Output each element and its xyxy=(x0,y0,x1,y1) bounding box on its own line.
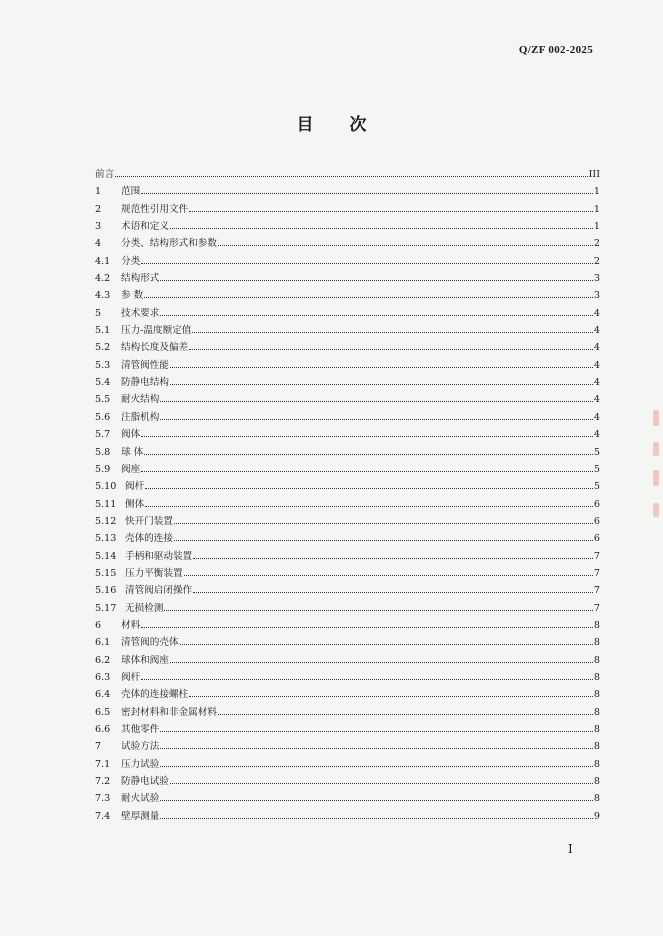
toc-entry-page: 1 xyxy=(593,221,600,233)
toc-entry[interactable] xyxy=(95,546,600,563)
toc-entry-number: 5.6 xyxy=(95,411,111,423)
toc-entry-label: 参 数 xyxy=(121,290,144,302)
toc-entry-page: 6 xyxy=(593,498,600,510)
toc-entry-page: 5 xyxy=(593,481,600,493)
toc-leader-dots xyxy=(189,199,593,212)
toc-entry-number: 6.5 xyxy=(95,706,111,718)
toc-entry-number: 5.7 xyxy=(95,429,111,441)
toc-entry-label: 压力试验 xyxy=(121,758,160,770)
toc-entry-page: 4 xyxy=(593,377,600,389)
toc-entry-number: 5.2 xyxy=(95,342,111,354)
toc-entry-page: 3 xyxy=(593,273,600,285)
toc-entry[interactable] xyxy=(95,303,600,320)
toc-leader-dots xyxy=(218,702,593,715)
toc-entry-label: 密封材料和非金属材料 xyxy=(121,706,217,718)
toc-entry[interactable] xyxy=(95,372,600,389)
toc-entry[interactable] xyxy=(95,389,600,406)
toc-entry-page: 1 xyxy=(593,203,600,215)
toc-entry-label: 注脂机构 xyxy=(121,411,160,423)
toc-entry-label: 清管阀的壳体 xyxy=(121,637,179,649)
toc-entry-number: 5.10 xyxy=(95,481,117,493)
toc-entry-label: 试验方法 xyxy=(121,741,160,753)
toc-leader-dots xyxy=(170,650,593,663)
toc-entry-page: 5 xyxy=(593,463,600,475)
toc-leader-dots xyxy=(144,285,593,298)
page-number: I xyxy=(568,842,573,856)
toc-entry-label: 结构长度及偏差 xyxy=(121,342,189,354)
toc-entry[interactable] xyxy=(95,511,600,528)
toc-entry-number: 6.3 xyxy=(95,671,111,683)
toc-entry-label: 技术要求 xyxy=(121,307,160,319)
toc-entry-number: 7.3 xyxy=(95,793,111,805)
toc-entry-label: 其他零件 xyxy=(121,724,160,735)
toc-leader-dots xyxy=(144,442,593,455)
toc-entry[interactable] xyxy=(95,806,600,823)
toc-leader-dots xyxy=(192,320,592,333)
toc-entry-number: 5.8 xyxy=(95,446,111,458)
scan-mark xyxy=(653,503,659,517)
toc-entry-number: 5.1 xyxy=(95,325,111,337)
toc-entry-number: 5.16 xyxy=(95,585,117,597)
toc-entry[interactable] xyxy=(95,598,600,615)
toc-entry-page: 4 xyxy=(593,359,600,371)
toc-entry-number: 4.2 xyxy=(95,273,111,285)
toc-entry-number: 4.1 xyxy=(95,255,111,267)
toc-entry[interactable] xyxy=(95,632,600,649)
toc-entry-page: 8 xyxy=(593,619,600,631)
toc-leader-dots xyxy=(141,615,593,628)
toc-entry-label: 分类 xyxy=(121,255,141,267)
toc-entry-number: 4.3 xyxy=(95,290,111,302)
toc-entry-page: 8 xyxy=(593,689,600,701)
toc-entry-page: 8 xyxy=(593,741,600,753)
toc-entry[interactable] xyxy=(95,164,600,181)
toc-entry[interactable] xyxy=(95,442,600,459)
toc-entry-label: 阀杆 xyxy=(125,481,145,493)
toc-entry-label: 手柄和驱动装置 xyxy=(125,550,193,562)
toc-entry-number: 3 xyxy=(95,221,102,233)
toc-leader-dots xyxy=(160,303,593,316)
toc-entry[interactable] xyxy=(95,233,600,250)
toc-entry-number: 5.5 xyxy=(95,394,111,406)
toc-entry-label: 阀杆 xyxy=(121,671,141,683)
toc-entry-label: 清管阀启闭操作 xyxy=(125,585,193,597)
toc-entry-number: 5.3 xyxy=(95,359,111,371)
toc-leader-dots xyxy=(180,632,593,645)
toc-entry[interactable] xyxy=(95,771,600,788)
toc-entry-page: 4 xyxy=(593,429,600,441)
toc-entry-number: 1 xyxy=(95,186,102,198)
toc-entry-page: 8 xyxy=(593,793,600,805)
toc-leader-dots xyxy=(170,216,593,229)
toc-entry-number: 7 xyxy=(95,741,102,753)
toc-entry-page: 7 xyxy=(593,602,600,614)
toc-entry-label: 前言 xyxy=(95,169,115,180)
toc-leader-dots xyxy=(174,511,593,524)
toc-entry-page: 7 xyxy=(593,567,600,579)
toc-entry[interactable] xyxy=(95,216,600,233)
toc-leader-dots xyxy=(141,459,593,472)
toc-entry-number: 4 xyxy=(95,238,102,250)
toc-entry[interactable] xyxy=(95,528,600,545)
toc-entry-label: 结构形式 xyxy=(121,273,160,285)
toc-leader-dots xyxy=(170,372,593,385)
toc-entry-page: 4 xyxy=(593,307,600,319)
toc-entry-number: 7.4 xyxy=(95,810,111,822)
toc-entry-page: 6 xyxy=(593,515,600,527)
toc-entry[interactable] xyxy=(95,268,600,285)
toc-entry-label: 快开门装置 xyxy=(125,515,173,527)
toc-leader-dots xyxy=(189,684,593,697)
toc-leader-dots xyxy=(141,181,593,194)
toc-entry-page: 7 xyxy=(593,585,600,597)
toc-entry-page: 7 xyxy=(593,550,600,562)
toc-entry-page: 8 xyxy=(593,724,600,735)
toc-entry-page: 3 xyxy=(593,290,600,302)
toc-entry-label: 清管阀性能 xyxy=(121,359,169,371)
toc-entry-number: 5.11 xyxy=(95,498,117,510)
toc-entry-number: 5.15 xyxy=(95,567,117,579)
document-code: Q/ZF 002-2025 xyxy=(518,44,593,56)
toc-entry[interactable] xyxy=(95,251,600,268)
toc-leader-dots xyxy=(160,806,593,819)
page-title xyxy=(0,110,663,135)
toc-entry-page: 4 xyxy=(593,411,600,423)
toc-entry[interactable] xyxy=(95,424,600,441)
toc-entry-page: 5 xyxy=(593,446,600,458)
toc-entry[interactable] xyxy=(95,788,600,805)
toc-entry[interactable] xyxy=(95,563,600,580)
toc-leader-dots xyxy=(184,563,593,576)
toc-leader-dots xyxy=(193,546,593,559)
toc-entry-page: 8 xyxy=(593,671,600,683)
toc-entry-number: 5 xyxy=(95,307,102,319)
toc-leader-dots xyxy=(160,736,593,749)
scan-mark xyxy=(653,442,659,456)
toc-leader-dots xyxy=(160,788,593,801)
title-char-1: 目 xyxy=(296,115,314,135)
toc-entry-label: 范围 xyxy=(121,186,141,198)
toc-entry-label: 侧体 xyxy=(125,498,145,510)
toc-entry[interactable] xyxy=(95,650,600,667)
toc-entry-label: 压力平衡装置 xyxy=(125,567,183,579)
toc-entry-number: 6 xyxy=(95,619,102,631)
toc-entry[interactable] xyxy=(95,320,600,337)
toc-entry-page: 8 xyxy=(593,758,600,770)
toc-entry-page: 4 xyxy=(593,342,600,354)
title-char-2: 次 xyxy=(349,115,367,135)
toc-entry-page: 8 xyxy=(593,706,600,718)
toc-leader-dots xyxy=(115,164,587,177)
toc-leader-dots xyxy=(160,407,593,420)
toc-entry-label: 阀座 xyxy=(121,463,141,475)
toc-entry[interactable] xyxy=(95,719,600,736)
toc-entry[interactable] xyxy=(95,684,600,701)
toc-leader-dots xyxy=(145,494,593,507)
toc-entry-page: 9 xyxy=(593,810,600,822)
toc-entry-label: 壳体的连接螺柱 xyxy=(121,689,189,701)
toc-entry-page: 1 xyxy=(593,186,600,198)
toc-entry[interactable] xyxy=(95,580,600,597)
toc-leader-dots xyxy=(145,476,593,489)
toc-entry-label: 阀体 xyxy=(121,429,141,441)
toc-entry-number: 6.2 xyxy=(95,654,111,666)
toc-leader-dots xyxy=(160,268,593,281)
toc-entry-page: 4 xyxy=(593,394,600,406)
toc-leader-dots xyxy=(170,771,593,784)
toc-entry-page: III xyxy=(588,169,600,180)
toc-entry-number: 5.14 xyxy=(95,550,117,562)
toc-entry-page: 8 xyxy=(593,776,600,788)
toc-leader-dots xyxy=(189,337,593,350)
toc-entry-number: 2 xyxy=(95,203,102,215)
toc-entry[interactable] xyxy=(95,181,600,198)
toc-leader-dots xyxy=(160,754,593,767)
toc-entry-page: 6 xyxy=(593,533,600,545)
toc-entry[interactable] xyxy=(95,667,600,684)
toc-leader-dots xyxy=(141,424,593,437)
toc-entry-label: 耐火试验 xyxy=(121,793,160,805)
toc-entry[interactable] xyxy=(95,615,600,632)
toc-leader-dots xyxy=(193,580,593,593)
toc-entry-number: 6.6 xyxy=(95,724,111,735)
toc-leader-dots xyxy=(174,528,593,541)
toc-entry-label: 防静电结构 xyxy=(121,377,169,389)
toc-entry-label: 规范性引用文件 xyxy=(121,203,189,215)
toc-leader-dots xyxy=(160,719,593,732)
toc-entry[interactable] xyxy=(95,285,600,302)
toc-leader-dots xyxy=(170,355,593,368)
toc-entry-number: 7.1 xyxy=(95,758,111,770)
toc-entry-number: 7.2 xyxy=(95,776,111,788)
toc-entry[interactable] xyxy=(95,355,600,372)
toc-entry-label: 材料 xyxy=(121,619,141,631)
toc-entry[interactable] xyxy=(95,736,600,753)
toc-entry-number: 5.9 xyxy=(95,463,111,475)
toc-entry[interactable] xyxy=(95,407,600,424)
toc-entry-page: 2 xyxy=(593,255,600,267)
toc-entry-label: 球体和阀座 xyxy=(121,654,169,666)
toc-leader-dots xyxy=(141,251,593,264)
toc-entry[interactable] xyxy=(95,754,600,771)
toc-entry-number: 5.17 xyxy=(95,602,117,614)
toc-entry-number: 6.4 xyxy=(95,689,111,701)
toc-entry-page: 8 xyxy=(593,654,600,666)
table-of-contents xyxy=(95,164,600,823)
toc-entry-number: 5.4 xyxy=(95,377,111,389)
toc-entry-page: 8 xyxy=(593,637,600,649)
toc-entry-label: 术语和定义 xyxy=(121,221,169,233)
toc-entry-number: 5.13 xyxy=(95,533,117,545)
toc-entry[interactable] xyxy=(95,459,600,476)
toc-entry[interactable] xyxy=(95,337,600,354)
toc-entry-page: 2 xyxy=(593,238,600,250)
toc-entry-page: 4 xyxy=(593,325,600,337)
toc-entry[interactable] xyxy=(95,476,600,493)
toc-entry-label: 球 体 xyxy=(121,446,144,458)
toc-entry[interactable] xyxy=(95,702,600,719)
scan-mark xyxy=(653,470,659,486)
toc-entry-number: 5.12 xyxy=(95,515,117,527)
toc-entry[interactable] xyxy=(95,494,600,511)
toc-leader-dots xyxy=(164,598,593,611)
toc-entry-label: 分类、结构形式和参数 xyxy=(121,238,217,250)
toc-leader-dots xyxy=(218,233,593,246)
toc-entry-label: 耐火结构 xyxy=(121,394,160,406)
toc-entry-label: 无损检测 xyxy=(125,602,164,614)
scan-mark xyxy=(653,410,659,426)
toc-entry-label: 壳体的连接 xyxy=(125,533,173,545)
toc-entry[interactable] xyxy=(95,199,600,216)
toc-entry-label: 防静电试验 xyxy=(121,776,169,788)
toc-leader-dots xyxy=(160,389,593,402)
toc-leader-dots xyxy=(141,667,593,680)
toc-entry-label: 压力-温度额定值 xyxy=(121,325,192,337)
toc-entry-number: 6.1 xyxy=(95,637,111,649)
toc-entry-label: 壁厚测量 xyxy=(121,810,160,822)
